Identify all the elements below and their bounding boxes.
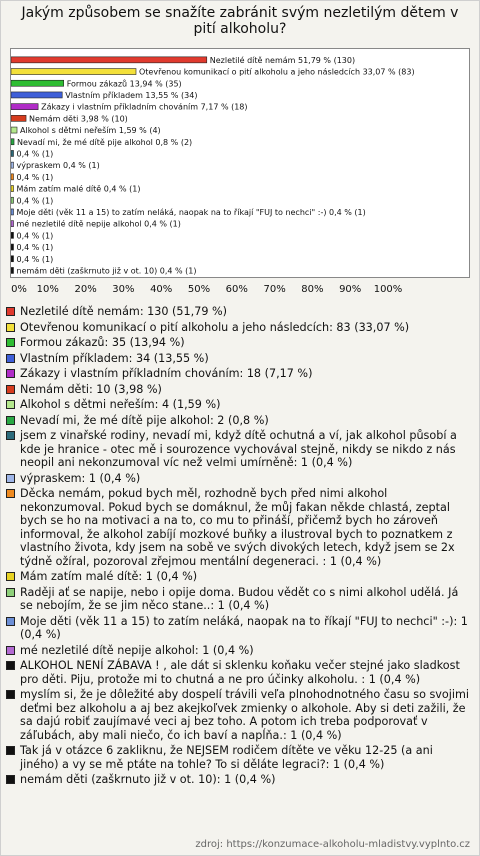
legend-swatch bbox=[6, 416, 15, 425]
bar-label-7: Nevadí mi, že mé dítě pije alkohol 0,8 % (2) bbox=[17, 137, 193, 147]
legend-label: mé nezletilé dítě nepije alkohol: 1 (0,4 %) bbox=[20, 643, 254, 657]
bar-chart bbox=[11, 49, 471, 279]
legend-swatch bbox=[6, 474, 15, 483]
bar-9 bbox=[11, 162, 14, 168]
legend-label: ALKOHOL NENÍ ZÁBAVA ! , ale dát si sklenku koňaku večer stejné jako sladkost pro děti. Piju, protože mi to chutná a ne pro účinky alkoholu. : 1 (0,4 %) bbox=[20, 659, 460, 686]
legend-item bbox=[6, 352, 470, 366]
x-tick-label: 70% bbox=[263, 284, 286, 295]
bar-1 bbox=[11, 69, 136, 75]
x-tick-label: 80% bbox=[301, 284, 324, 295]
legend-swatch bbox=[6, 354, 15, 363]
bar-0 bbox=[11, 57, 207, 63]
legend-item bbox=[6, 773, 470, 787]
x-axis-ticks bbox=[10, 284, 470, 298]
legend-label: Nezletilé dítě nemám: 130 (51,79 %) bbox=[20, 305, 227, 318]
legend-item bbox=[6, 414, 470, 428]
legend-item bbox=[6, 305, 470, 319]
legend-label: Zákazy i vlastním příkladním chováním: 18 (7,17 %) bbox=[20, 367, 313, 380]
bar-5 bbox=[11, 115, 26, 121]
legend-swatch bbox=[6, 307, 15, 316]
bar-label-15: 0,4 % (1) bbox=[16, 231, 54, 241]
bar-17 bbox=[11, 256, 14, 262]
legend-swatch bbox=[6, 323, 15, 332]
bar-10 bbox=[11, 174, 14, 180]
legend-item bbox=[6, 659, 470, 686]
legend-item bbox=[6, 367, 470, 381]
legend-swatch bbox=[6, 431, 15, 440]
x-tick-label: 60% bbox=[225, 284, 248, 295]
bar-label-18: nemám děti (zaškrnuto již v ot. 10) 0,4 % (1) bbox=[16, 266, 197, 276]
legend-item bbox=[6, 615, 470, 642]
bar-8 bbox=[11, 150, 14, 156]
bar-label-1: Otevřenou komunikací o pití alkoholu a jeho následcích 33,07 % (83) bbox=[139, 67, 415, 77]
legend-label: Tak já v otázce 6 zakliknu, že NEJSEM rodičem dítěte ve věku 12-25 (a ani jiného) a vy se mě ptáte na tohle? To si děláte legraci?: 1 (0,4 %) bbox=[20, 744, 433, 771]
bar-12 bbox=[11, 197, 14, 203]
legend-label: Otevřenou komunikací o pití alkoholu a jeho následcích: 83 (33,07 %) bbox=[20, 320, 410, 334]
bar-2 bbox=[11, 80, 64, 86]
bar-label-14: mé nezletilé dítě nepije alkohol 0,4 % (1) bbox=[16, 219, 181, 229]
bar-13 bbox=[11, 209, 14, 215]
bar-label-4: Zákazy i vlastním příkladním chováním 7,17 % (18) bbox=[41, 102, 248, 112]
legend-label: jsem z vinařské rodiny, nevadí mi, když dítě ochutná a ví, jak alkohol působí a kde je hranice - otec mě i sourozence vychovával stejně, nikdy se nikdo z nás neopil ani nekonzumoval víc než velmi umírněně: 1 (0,4 %) bbox=[20, 429, 457, 469]
legend-label: Alkohol s dětmi neřeším: 4 (1,59 %) bbox=[20, 398, 221, 411]
legend-item bbox=[6, 472, 470, 486]
legend-swatch bbox=[6, 646, 15, 655]
x-tick-label: 100% bbox=[373, 284, 403, 295]
legend-label: myslím si, že je dôležité aby dospelí trávili veľa plnohodnotného času so svojimi deťmi bez alkoholu a aj bez akejkoľvek zmienky o alkohole. Aby si deti zažili, že sa dajú robiť zaujímavé veci aj bez toho. A potom ich treba podporovať v záľubách, aby mali niečo, čo ich baví a napĺňa.: 1 (0,4 %) bbox=[20, 688, 469, 742]
x-tick-label: 50% bbox=[187, 284, 211, 295]
legend-label: nemám děti (zaškrnuto již v ot. 10): 1 (0,4 %) bbox=[20, 773, 276, 786]
bar-label-0: Nezletilé dítě nemám 51,79 % (130) bbox=[209, 55, 356, 65]
legend-swatch bbox=[6, 385, 15, 394]
legend bbox=[6, 305, 470, 789]
bar-label-2: Formou zákazů 13,94 % (35) bbox=[66, 79, 182, 89]
legend-label: Formou zákazů: 35 (13,94 %) bbox=[20, 336, 185, 349]
source-credit: zdroj: https://konzumace-alkoholu-mladistvy.vyplnto.cz bbox=[195, 839, 470, 850]
bar-label-5: Nemám děti 3,98 % (10) bbox=[29, 114, 128, 124]
legend-label: Nevadí mi, že mé dítě pije alkohol: 2 (0,8 %) bbox=[20, 413, 269, 427]
legend-item bbox=[6, 398, 470, 412]
legend-label: Vlastním příkladem: 34 (13,55 %) bbox=[20, 351, 209, 365]
legend-swatch bbox=[6, 617, 15, 626]
bar-11 bbox=[11, 186, 14, 192]
chart-title: Jakým způsobem se snažíte zabránit svým nezletilým dětem v pití alkoholu? bbox=[21, 5, 459, 37]
bar-14 bbox=[11, 221, 14, 227]
x-tick-label: 90% bbox=[339, 284, 362, 295]
legend-swatch bbox=[6, 572, 15, 581]
legend-swatch bbox=[6, 338, 15, 347]
bar-label-3: Vlastním příkladem 13,55 % (34) bbox=[65, 90, 198, 100]
legend-item bbox=[6, 336, 470, 350]
legend-label: Nemám děti: 10 (3,98 %) bbox=[20, 382, 162, 396]
bar-label-12: 0,4 % (1) bbox=[16, 196, 54, 206]
legend-item bbox=[6, 487, 470, 568]
legend-swatch bbox=[6, 369, 15, 378]
legend-swatch bbox=[6, 775, 15, 784]
legend-label: výpraskem: 1 (0,4 %) bbox=[20, 471, 141, 485]
legend-label: Mám zatím malé dítě: 1 (0,4 %) bbox=[20, 570, 198, 583]
x-tick-label: 20% bbox=[74, 284, 97, 295]
plot-area bbox=[10, 48, 470, 278]
bar-6 bbox=[11, 127, 17, 133]
x-tick-label: 30% bbox=[112, 284, 135, 295]
legend-item bbox=[6, 321, 470, 335]
legend-label: Raději ať se napije, nebo i opije doma. Budou vědět co s nimi alkohol udělá. Já se nebojím, že se jim něco stane..: 1 (0,4 %) bbox=[20, 585, 459, 612]
bar-label-13: Moje děti (věk 11 a 15) to zatím neláká, naopak na to říkají "FUJ to nechci" :-) 0,4 % (1) bbox=[16, 207, 366, 217]
bar-3 bbox=[11, 92, 62, 98]
bar-16 bbox=[11, 244, 14, 250]
x-tick-label: 10% bbox=[36, 284, 59, 295]
legend-item bbox=[6, 688, 470, 742]
bar-label-16: 0,4 % (1) bbox=[16, 243, 54, 253]
legend-item bbox=[6, 644, 470, 658]
bar-4 bbox=[11, 104, 38, 110]
bar-15 bbox=[11, 232, 14, 238]
legend-item bbox=[6, 586, 470, 613]
legend-swatch bbox=[6, 746, 15, 755]
bar-label-17: 0,4 % (1) bbox=[16, 254, 54, 264]
x-tick-label: 40% bbox=[150, 284, 173, 295]
bar-label-6: Alkohol s dětmi neřeším 1,59 % (4) bbox=[20, 126, 161, 136]
legend-swatch bbox=[6, 690, 15, 699]
legend-swatch bbox=[6, 588, 15, 597]
legend-swatch bbox=[6, 489, 15, 498]
bar-18 bbox=[11, 267, 14, 273]
x-tick-label: 0% bbox=[11, 284, 27, 295]
legend-item bbox=[6, 744, 470, 771]
bar-label-11: Mám zatím malé dítě 0,4 % (1) bbox=[16, 184, 141, 194]
legend-item bbox=[6, 429, 470, 470]
legend-swatch bbox=[6, 400, 15, 409]
bar-7 bbox=[11, 139, 14, 145]
bar-label-8: 0,4 % (1) bbox=[16, 149, 54, 159]
legend-label: Moje děti (věk 11 a 15) to zatím neláká, naopak na to říkají "FUJ to nechci" :-): 1 (0,4 %) bbox=[20, 614, 468, 641]
bar-label-10: 0,4 % (1) bbox=[16, 172, 54, 182]
legend-label: Děcka nemám, pokud bych měl, rozhodně bych před nimi alkohol nekonzumoval. Pokud bych se domáknul, že můj fakan někde chlastá, zeptal bych se ho na motivaci a na to, co mu to přináší, přičemž bych ho zároveň informoval, že alkohol zabíjí mozkové buňky a ilustroval bych to poznatkem z vlastního života, kdy jsem na sobě ve svých divokých letech, když jsem se 2x týdně ožíral, pozoroval zřejmou mentální degeneraci. : 1 (0,4 %) bbox=[20, 487, 455, 568]
legend-swatch bbox=[6, 661, 15, 670]
legend-item bbox=[6, 383, 470, 397]
bar-label-9: výpraskem 0,4 % (1) bbox=[16, 161, 100, 171]
legend-item bbox=[6, 570, 470, 584]
